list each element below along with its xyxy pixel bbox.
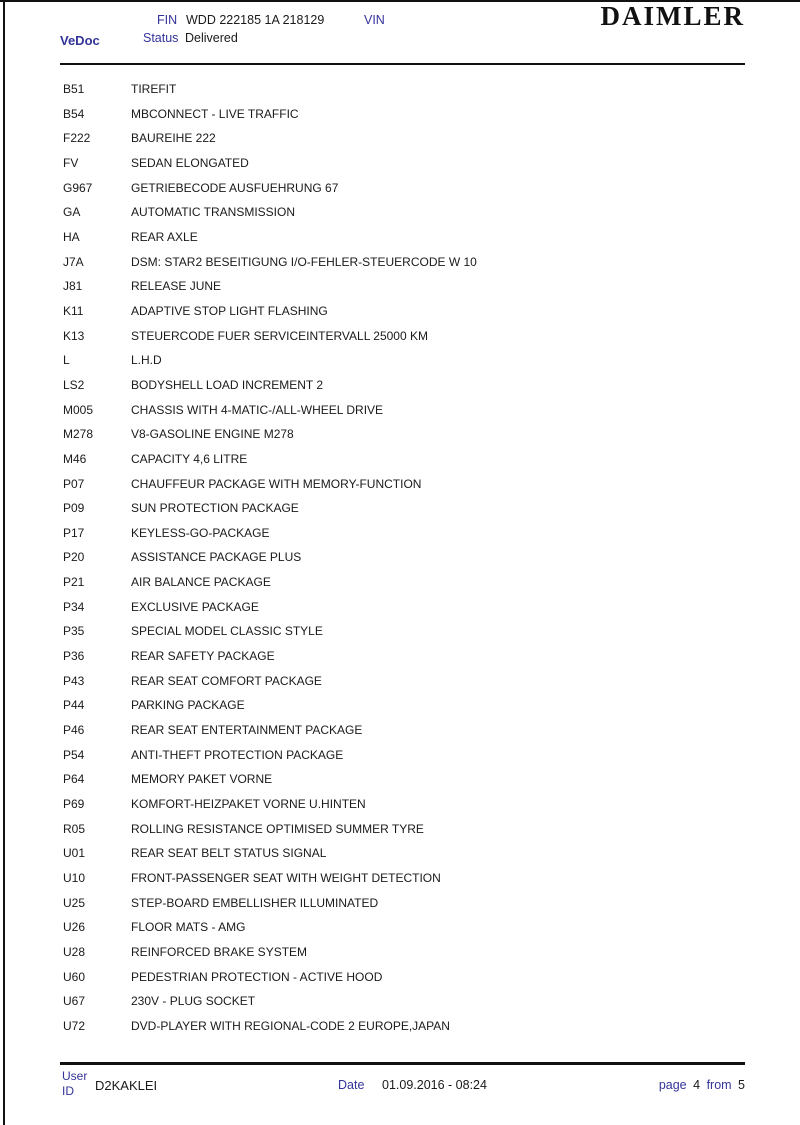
table-row [63, 200, 753, 225]
description-cell: FRONT-PASSENGER SEAT WITH WEIGHT DETECTION [131, 871, 441, 885]
code-cell: LS2 [63, 377, 85, 392]
table-row [63, 151, 753, 176]
description-cell: CAPACITY 4,6 LITRE [131, 451, 248, 466]
table-row [63, 225, 753, 250]
description-cell: REAR SAFETY PACKAGE [131, 649, 275, 664]
description-cell: REAR SEAT BELT STATUS SIGNAL [131, 846, 327, 861]
table-row [63, 373, 753, 398]
table-row [63, 743, 753, 768]
description-cell: REAR AXLE [131, 229, 198, 244]
code-cell: U67 [63, 994, 86, 1009]
description-cell: ANTI-THEFT PROTECTION PACKAGE [131, 747, 344, 762]
table-row [63, 472, 753, 497]
code-cell: P46 [63, 723, 85, 738]
table-row [63, 767, 753, 792]
table-row [63, 817, 753, 842]
description-cell: BODYSHELL LOAD INCREMENT 2 [131, 377, 324, 392]
description-cell: MBCONNECT - LIVE TRAFFIC [131, 106, 299, 121]
description-cell: SPECIAL MODEL CLASSIC STYLE [131, 624, 323, 639]
table-row [63, 792, 753, 817]
table-row [63, 77, 753, 102]
description-cell: DSM: STAR2 BESEITIGUNG I/O-FEHLER-STEUERCODE W 10 [131, 254, 477, 269]
table-row [63, 398, 753, 423]
table-row [63, 176, 753, 201]
code-cell: U25 [63, 895, 86, 910]
code-cell: P69 [63, 797, 85, 812]
description-cell: REINFORCED BRAKE SYSTEM [131, 944, 308, 959]
code-cell: J81 [63, 279, 83, 294]
code-cell: P09 [63, 501, 85, 516]
description-cell: TIREFIT [131, 82, 177, 96]
code-cell: P07 [63, 476, 85, 491]
table-row [63, 669, 753, 694]
table-row [63, 915, 753, 940]
fin-label: FIN [157, 13, 178, 27]
vedoc-label: VeDoc [60, 33, 100, 48]
code-cell: R05 [63, 821, 86, 836]
description-cell: CHASSIS WITH 4-MATIC-/ALL-WHEEL DRIVE [131, 402, 384, 417]
footer-divider [60, 1062, 745, 1065]
table-row [63, 348, 753, 373]
code-cell: FV [63, 155, 79, 170]
code-cell: P43 [63, 673, 85, 688]
table-row [63, 570, 753, 595]
code-cell: GA [63, 205, 81, 220]
table-row [63, 989, 753, 1014]
code-cell: U01 [63, 846, 86, 861]
table-row [63, 644, 753, 669]
description-cell: GETRIEBECODE AUSFUEHRUNG 67 [131, 180, 339, 195]
description-cell: ASSISTANCE PACKAGE PLUS [131, 550, 302, 565]
description-cell: KEYLESS-GO-PACKAGE [131, 525, 270, 540]
description-cell: SEDAN ELONGATED [131, 155, 249, 170]
code-cell: P20 [63, 550, 85, 565]
description-cell: PARKING PACKAGE [131, 698, 245, 713]
header-divider [60, 63, 745, 65]
code-cell: L [63, 353, 70, 368]
description-cell: CHAUFFEUR PACKAGE WITH MEMORY-FUNCTION [131, 476, 422, 491]
code-cell: G967 [63, 180, 93, 195]
table-row [63, 866, 753, 891]
code-cell: B54 [63, 106, 85, 121]
description-cell: REAR SEAT COMFORT PACKAGE [131, 673, 322, 688]
table-row [63, 1014, 753, 1039]
description-cell: ADAPTIVE STOP LIGHT FLASHING [131, 303, 328, 318]
code-cell: P64 [63, 772, 85, 787]
description-cell: V8-GASOLINE ENGINE M278 [131, 427, 294, 442]
code-cell: J7A [63, 254, 84, 269]
code-cell: M46 [63, 451, 87, 466]
table-row [63, 891, 753, 916]
code-cell: M278 [63, 427, 94, 442]
table-row [63, 940, 753, 965]
description-cell: STEP-BOARD EMBELLISHER ILLUMINATED [131, 895, 379, 910]
table-row [63, 102, 753, 127]
code-cell: P21 [63, 575, 85, 590]
table-row [63, 718, 753, 743]
table-row [63, 595, 753, 620]
table-row [63, 447, 753, 472]
code-cell: U72 [63, 1018, 86, 1033]
description-cell: DVD-PLAYER WITH REGIONAL-CODE 2 EUROPE,JAPAN [131, 1018, 450, 1033]
page-indicator [60, 1078, 745, 1092]
user-id-label-line2: ID [62, 1084, 74, 1098]
from-label: from [706, 1078, 732, 1092]
date-value: 01.09.2016 - 08:24 [382, 1078, 487, 1092]
table-row [63, 324, 753, 349]
table-row [63, 841, 753, 866]
code-cell: M005 [63, 402, 94, 417]
description-cell: REAR SEAT ENTERTAINMENT PACKAGE [131, 723, 363, 738]
description-cell: BAUREIHE 222 [131, 131, 216, 146]
description-cell: L.H.D [131, 353, 162, 368]
user-id-value: D2KAKLEI [95, 1078, 158, 1093]
description-cell: PEDESTRIAN PROTECTION - ACTIVE HOOD [131, 969, 383, 984]
code-cell: P34 [63, 599, 85, 614]
code-cell: P44 [63, 698, 85, 713]
left-border [3, 2, 5, 1125]
code-cell: P35 [63, 624, 85, 639]
fin-value: WDD 222185 1A 218129 [186, 13, 325, 27]
description-cell: EXCLUSIVE PACKAGE [131, 599, 259, 614]
table-row [63, 250, 753, 275]
code-cell: B51 [63, 82, 85, 96]
code-cell: K11 [63, 303, 84, 318]
description-cell: 230V - PLUG SOCKET [131, 994, 256, 1009]
vin-label: VIN [364, 13, 385, 27]
description-cell: KOMFORT-HEIZPAKET VORNE U.HINTEN [131, 797, 366, 812]
code-cell: U26 [63, 920, 86, 935]
user-id-label-line1: User [62, 1069, 88, 1083]
table-row [63, 126, 753, 151]
table-row [63, 619, 753, 644]
description-cell: STEUERCODE FUER SERVICEINTERVALL 25000 KM [131, 328, 428, 343]
page-label: page [658, 1078, 687, 1092]
description-cell: RELEASE JUNE [131, 279, 222, 294]
daimler-logo: DAIMLER [600, 1, 745, 31]
table-row [63, 274, 753, 299]
page-number: 4 [693, 1078, 701, 1092]
code-cell: P36 [63, 649, 85, 664]
code-cell: P17 [63, 525, 85, 540]
code-cell: K13 [63, 328, 85, 343]
status-value: Delivered [185, 31, 238, 45]
table-row [63, 965, 753, 990]
description-cell: AIR BALANCE PACKAGE [131, 575, 271, 590]
description-cell: FLOOR MATS - AMG [131, 920, 246, 935]
code-cell: HA [63, 229, 80, 244]
table-row [63, 299, 753, 324]
table-row [63, 521, 753, 546]
description-cell: AUTOMATIC TRANSMISSION [131, 205, 296, 220]
page-total: 5 [738, 1078, 745, 1092]
code-cell: U10 [63, 871, 86, 885]
table-row [63, 496, 753, 521]
table-row [63, 545, 753, 570]
date-label: Date [338, 1078, 365, 1092]
table-row [63, 422, 753, 447]
code-cell: P54 [63, 747, 85, 762]
description-cell: SUN PROTECTION PACKAGE [131, 501, 299, 516]
code-cell: U60 [63, 969, 86, 984]
description-cell: MEMORY PAKET VORNE [131, 772, 273, 787]
table-row [63, 693, 753, 718]
equipment-codes-table [63, 77, 753, 1039]
code-cell: U28 [63, 944, 86, 959]
status-label: Status [143, 31, 179, 45]
description-cell: ROLLING RESISTANCE OPTIMISED SUMMER TYRE [131, 821, 424, 836]
code-cell: F222 [63, 131, 91, 146]
